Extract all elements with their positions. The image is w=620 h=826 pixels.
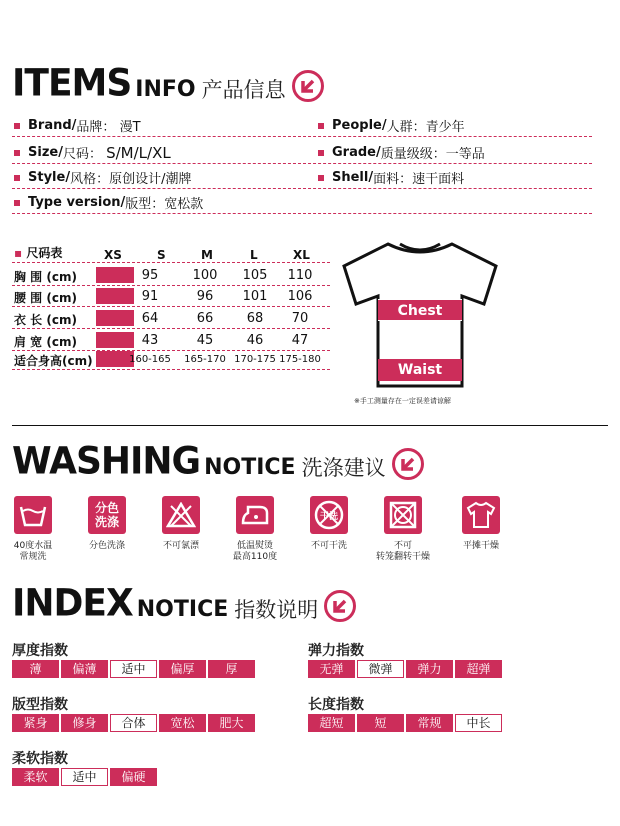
index-notice-header — [12, 581, 356, 625]
index-option: 适中 — [110, 660, 157, 678]
info-style: Style/ 风格： 原创设计/潮牌 — [14, 168, 191, 187]
header-notice: NOTICE — [136, 597, 229, 622]
index-title: 弹力指数 — [308, 643, 364, 659]
header-cn: 指数说明 — [234, 598, 319, 622]
size-value: 165-170 — [184, 354, 226, 365]
size-s: S — [157, 248, 166, 262]
size-m: M — [201, 248, 213, 262]
index-title: 厚度指数 — [12, 643, 68, 659]
size-row-label: 衣 长 (cm) — [14, 313, 77, 327]
no-dry-clean-icon: 干洗 — [310, 496, 348, 534]
index-option: 柔软 — [12, 768, 59, 786]
size-value: 160-165 — [129, 354, 171, 365]
index-option: 肥大 — [208, 714, 255, 732]
items-info-header — [12, 61, 324, 105]
size-value: 70 — [291, 311, 309, 326]
index-option: 修身 — [61, 714, 108, 732]
wash-label: 平摊干燥 — [462, 541, 499, 551]
size-value: 175-180 — [279, 354, 321, 365]
size-table-title: ▪ 尺码表 — [14, 246, 63, 260]
size-row-label: 腰 围 (cm) — [14, 291, 77, 305]
index-title: 长度指数 — [308, 697, 364, 713]
info-people: People/ 人群： 青少年 — [318, 116, 465, 135]
size-xl: XL — [293, 248, 310, 262]
index-option: 合体 — [110, 714, 157, 732]
wash-label: 不可氯漂 — [162, 541, 199, 551]
divider — [12, 425, 608, 426]
size-value: 64 — [141, 311, 159, 326]
flat-dry-icon — [462, 496, 500, 534]
index-option: 超弹 — [455, 660, 502, 678]
size-value: 170-175 — [234, 354, 276, 365]
size-row-label: 胸 围 (cm) — [14, 270, 77, 284]
size-value: 100 — [192, 268, 218, 283]
index-title: 版型指数 — [12, 697, 68, 713]
wash-label: 不可 转笼翻转干燥 — [375, 541, 430, 562]
info-grade: Grade/ 质量级级： 一等品 — [318, 143, 485, 162]
low-iron-icon — [236, 496, 274, 534]
info-shell: Shell/ 面料： 速干面料 — [318, 168, 464, 187]
index-option: 弹力 — [406, 660, 453, 678]
chevron-down-icon — [292, 70, 324, 102]
index-option: 常规 — [406, 714, 453, 732]
index-option: 紧身 — [12, 714, 59, 732]
chest-marker: Chest — [378, 299, 462, 321]
size-value: 96 — [196, 289, 214, 304]
no-bleach-icon — [162, 496, 200, 534]
wash-label: 分色洗涤 — [88, 541, 125, 551]
size-value: 68 — [246, 311, 264, 326]
size-xs: XS — [104, 248, 122, 262]
measure-note: ※手工测量存在一定误差请谅解 — [354, 397, 451, 405]
color-separate-icon: 分色 洗涤 — [88, 496, 126, 534]
wash-40-icon — [14, 496, 52, 534]
header-cn: 洗涤建议 — [301, 456, 386, 480]
index-option: 薄 — [12, 660, 59, 678]
header-notice: NOTICE — [204, 455, 296, 480]
index-option: 中长 — [455, 714, 502, 732]
size-value: 101 — [242, 289, 268, 304]
wash-label: 不可干洗 — [310, 541, 347, 551]
info-brand: Brand/ 品牌： 漫T — [14, 116, 141, 135]
header-washing: WASHING — [12, 439, 201, 483]
info-type: Type version/ 版型： 宽松款 — [14, 193, 203, 212]
index-option: 偏厚 — [159, 660, 206, 678]
size-value: 95 — [141, 268, 159, 283]
header-info: INFO — [135, 77, 196, 102]
size-value: 43 — [141, 333, 159, 348]
header-items: ITEMS — [12, 61, 132, 105]
index-option: 超短 — [308, 714, 355, 732]
no-tumble-dry-icon — [384, 496, 422, 534]
size-row-label: 肩 宽 (cm) — [14, 335, 77, 349]
size-value: 110 — [287, 268, 313, 283]
chevron-down-icon — [324, 590, 356, 622]
header-index: INDEX — [12, 581, 133, 625]
size-value: 47 — [291, 333, 309, 348]
index-option: 短 — [357, 714, 404, 732]
header-cn: 产品信息 — [201, 78, 286, 102]
waist-marker: Waist — [378, 359, 462, 381]
size-row-label: 适合身高(cm) — [14, 354, 93, 368]
index-option: 偏硬 — [110, 768, 157, 786]
washing-notice-header — [12, 439, 424, 483]
index-option: 宽松 — [159, 714, 206, 732]
wash-label: 低温熨烫 最高110度 — [232, 541, 278, 562]
size-value: 45 — [196, 333, 214, 348]
size-value: 106 — [287, 289, 313, 304]
index-title: 柔软指数 — [12, 751, 68, 767]
index-option: 无弹 — [308, 660, 355, 678]
size-value: 91 — [141, 289, 159, 304]
size-value: 46 — [246, 333, 264, 348]
index-option: 适中 — [61, 768, 108, 786]
index-option: 偏薄 — [61, 660, 108, 678]
size-value: 66 — [196, 311, 214, 326]
chevron-down-icon — [392, 448, 424, 480]
wash-label: 40度水温 常规洗 — [13, 541, 53, 562]
size-value: 105 — [242, 268, 268, 283]
index-option: 厚 — [208, 660, 255, 678]
info-size: Size/ 尺码： S/M/L/XL — [14, 143, 171, 162]
size-l: L — [250, 248, 258, 262]
index-option: 微弹 — [357, 660, 404, 678]
